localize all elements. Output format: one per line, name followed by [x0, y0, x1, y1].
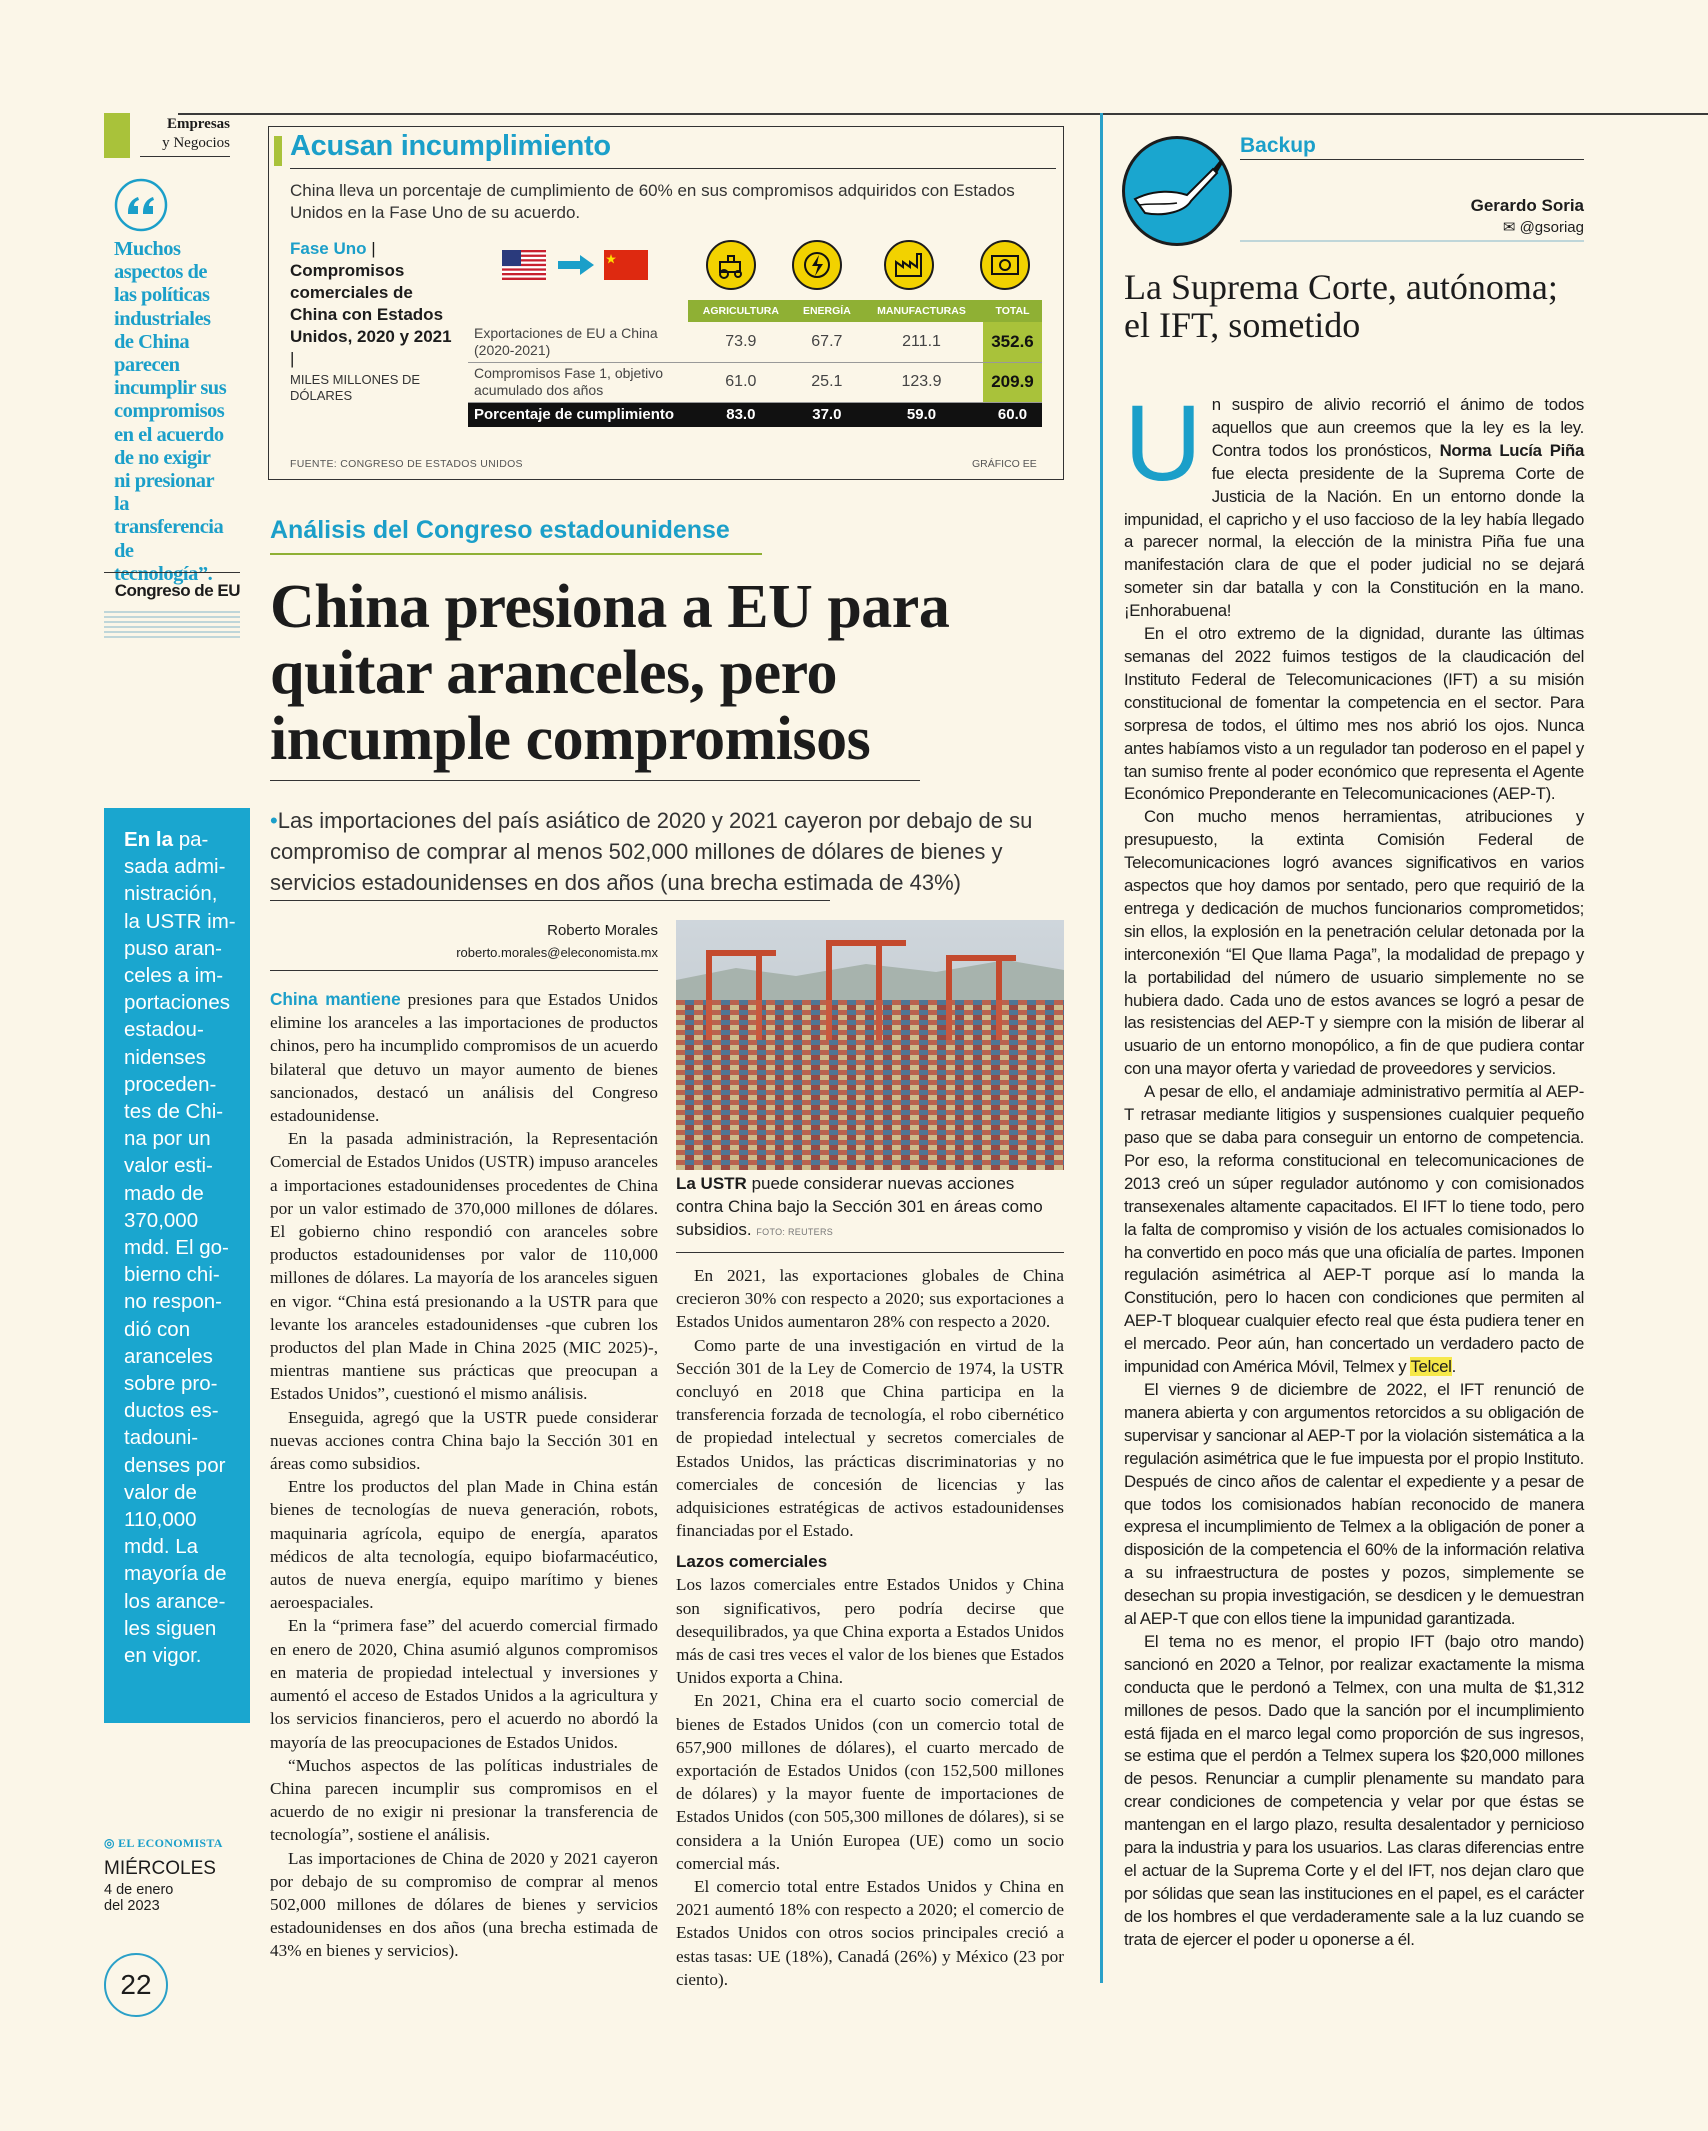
- column-headline: La Suprema Corte, autónoma; el IFT, sometido: [1124, 267, 1558, 345]
- column-twitter: ✉ @gsoriag: [1502, 219, 1584, 236]
- column-header: AGRICULTURA: [688, 300, 794, 322]
- paragraph: En la pasada administración, la Representación Comercial de Estados Unidos (USTR) impuso aranceles a importaciones estadounidenses procedentes de China por un valor estimado de 370,000 millones de dólares. El gobierno chino respondió con aranceles sobre productos estadounidenses por valor de 110,000 millones de dólares. La mayoría de los aranceles siguen en vigor. “China está presionando a la USTR para que levante los aranceles estadounidenses -que cubren los productos del plan Made in China 2025 (MIC 2025)-, mientras mantiene sus prácticas que preocupan a Estados Unidos”, cuestionó el mismo análisis.: [270, 1129, 658, 1404]
- subheading: Lazos comerciales: [676, 1552, 828, 1572]
- side-box-lead: En la: [124, 828, 173, 851]
- china-flag-icon: [604, 250, 648, 280]
- table-cell: 67.7: [794, 322, 860, 362]
- side-box-line: en vigor.: [124, 1644, 202, 1668]
- photo-caption: La USTR puede considerar nuevas acciones contra China bajo la Sección 301 en áreas como subsidios. FOTO: REUTERS: [676, 1174, 1043, 1239]
- paragraph: En 2021, China era el cuarto socio comercial de bienes de Estados Unidos (con un comercio total de 657,900 millones de dólares), el cuarto mercado de exportación de Estados Unidos (con 152,500 millones de dólares) y la mayor fuente de importaciones de Estados Unidos (con 505,300 millones de dólares), si se considera a la Unión Europea (UE) como un socio comercial más.: [676, 1691, 1064, 1873]
- side-box-line: mado de: [124, 1181, 204, 1205]
- paragraph: Los lazos comerciales entre Estados Unidos y China son significativos, pero podría decirse que desequilibrados, ya que China exporta a Estados Unidos más de casi tres veces el valor de los bienes que Estados Unidos exporta a China.: [676, 1575, 1064, 1688]
- infographic-title: Acusan incumplimiento: [290, 130, 611, 162]
- quote-icon: [114, 178, 168, 232]
- side-box-line: sada admi-: [124, 855, 226, 879]
- author-email: roberto.morales@eleconomista.mx: [456, 945, 658, 960]
- paragraph: El viernes 9 de diciembre de 2022, el IFT renunció de manera abierta y con argumentos retorcidos a su obligación de supervisar y sancionar al AEP-T por la violación sistemática a la regulación asimétrica que le fue impuesta por el propio Instituto. Después de cinco años de calentar el expediente y a pesar de que todos los comisionados habían reconocido de manera expresa el incumplimiento de Telmex a la obligación de poner a disposición de la competencia el 60% de la información relativa a su infraestructura de postes y pozos, simplemente se desechan su propia investigación, se desdicen y le demuestran al AEP-T que con ellos tiene la impunidad garantizada.: [1124, 1379, 1584, 1629]
- side-box: [104, 808, 250, 1723]
- agriculture-icon: [706, 240, 756, 290]
- section-name: Empresas: [166, 116, 230, 132]
- side-box-line: mdd. La: [124, 1535, 199, 1559]
- paragraph: Las importaciones de China de 2020 y 2021 cayeron por debajo de su compromiso de comprar al menos 502,000 millones de dólares de bienes y servicios estadounidenses en dos años (una brecha estimada de 43% en bienes y servicios).: [270, 1848, 658, 1961]
- total-icon: [980, 240, 1030, 290]
- drop-cap: U: [1124, 382, 1202, 503]
- side-box-line: denses por: [124, 1453, 226, 1477]
- article-column-1: [270, 988, 658, 1963]
- table-cell: 73.9: [688, 322, 794, 362]
- compliance-table: [468, 300, 1042, 427]
- article-lead: China mantiene: [270, 989, 401, 1009]
- highlighted-name: Norma Lucía Piña: [1439, 440, 1585, 460]
- newspaper-logo: ◎ EL ECONOMISTA: [104, 1836, 223, 1850]
- side-box-line: dió con: [124, 1317, 191, 1341]
- paragraph: China mantiene presiones para que Estados Unidos elimine los aranceles a las importaciones de productos chinos, pero ha incumplido compromisos de un acuerdo bilateral que detuvo un mayor aumento de bienes sancionados, destacó un análisis del Congreso estadounidense.: [270, 989, 658, 1126]
- headline-rule: [270, 780, 920, 781]
- side-box-line: sobre pro-: [124, 1372, 218, 1396]
- fase-title: Compromisos comerciales de China con Estados Unidos, 2020 y 2021: [290, 261, 452, 346]
- paragraph: Con mucho menos herramientas, atribuciones y presupuesto, la extinta Comisión Federal de Telecomunicaciones logró avances significativos en varios aspectos que hoy damos por sentado, pero que requirió de la entrega y dedicación de muchos funcionarios comprometidos; sin ellos, la explosión en la penetración celular detonada por la interconexión “El Que llama Paga”, la modalidad de prepago y la portabilidad del número de usuario simplemente no se hubiera dado. Cada uno de estos avances se logró a pesar de las resistencias del AEP-T y siempre con la misión de liberar al usuario de un entorno monopólico, a fin de que pudiera contar con una mayor oferta y variedad de proveedores y servicios.: [1124, 807, 1584, 1079]
- author-rule: [1240, 240, 1584, 242]
- side-box-line: bierno chi-: [124, 1263, 220, 1287]
- paragraph: “Muchos aspectos de las políticas industriales de China parecen incumplir sus compromisos en el acuerdo de no exigir ni presionar la transferencia de tecnología”, sostiene el análisis.: [270, 1755, 658, 1845]
- caption-rule: [676, 1252, 1064, 1253]
- side-box-line: puso aran-: [124, 936, 223, 960]
- subhead-rule: [270, 900, 830, 901]
- side-box-line: nistración,: [124, 882, 218, 906]
- side-box-line: no respon-: [124, 1290, 223, 1314]
- table-cell: 25.1: [794, 362, 860, 402]
- side-box-line: les siguen: [124, 1616, 217, 1640]
- table-cell: 123.9: [860, 362, 983, 402]
- pull-quote: Muchos aspectos de las políticas industriales de China parecen incumplir sus compromisos en el acuerdo de no exigir ni presionar la transferencia de tecnología”.: [114, 238, 227, 585]
- row-label: Porcentaje de cumplimiento: [468, 402, 688, 427]
- issue-day: MIÉRCOLES: [104, 1858, 216, 1879]
- column-header: MANUFACTURAS: [860, 300, 983, 322]
- kicker-rule: [270, 553, 762, 555]
- side-box-line-0: En la pa-: [124, 828, 209, 851]
- side-box-line: tadouni-: [124, 1426, 199, 1450]
- port-containers-photo: [676, 920, 1064, 1170]
- column-divider: [1100, 113, 1103, 1983]
- infographic-description: China lleva un porcentaje de cumplimiento de 60% en sus compromisos adquiridos con Estados Unidos en la Fase Uno de su acuerdo.: [290, 181, 1015, 222]
- article-kicker: Análisis del Congreso estadounidense: [270, 516, 730, 544]
- table-cell: 37.0: [794, 402, 860, 427]
- manufacturing-icon: [884, 240, 934, 290]
- table-cell-total: 352.6: [983, 322, 1042, 362]
- caption-lead: La USTR: [676, 1174, 747, 1193]
- side-box-line: ductos es-: [124, 1399, 219, 1423]
- decorative-pattern: [104, 610, 240, 638]
- table-cell: 83.0: [688, 402, 794, 427]
- table-cell: 59.0: [860, 402, 983, 427]
- column-body: [1124, 382, 1585, 1952]
- side-box-line: estadou-: [124, 1018, 204, 1042]
- highlighted-text: Telcel: [1410, 1357, 1452, 1377]
- row-label: Exportaciones de EU a China (2020-2021): [468, 322, 688, 362]
- table-cell: 211.1: [860, 322, 983, 362]
- issue-date: 4 de enero del 2023: [104, 1882, 174, 1914]
- top-rule: [178, 113, 1708, 115]
- paragraph: El tema no es menor, el propio IFT (bajo otro mando) sancionó en 2020 a Telnor, por realizar exactamente la misma conducta que le perdonó a Telmex, con una multa de $1,312 millones de pesos. Dado que la sanción por el incumplimiento está fijada en el marco legal como proporción de sus ingresos, se estima que el perdón a Telmex supera los $20,000 millones de pesos. Renunciar a cumplir plenamente su mandato para crear condiciones de competencia y velar por que éstas se mantengan en el largo plazo, resulta desalentador y pernicioso para la industria y para los usuarios. Las claras diferencias entre el actuar de la Suprema Corte y el del IFT, nos dejan claro que por sólidas que sean las instituciones en el papel, es el carácter de los hombres el que verdaderamente sale a la luz cuando se trata de ejercer el poder u oponerse a él.: [1124, 1631, 1584, 1949]
- column-header: ENERGÍA: [794, 300, 860, 322]
- infographic-subtitle: Fase Uno | Compromisos comerciales de China con Estados Unidos, 2020 y 2021 | MILES MILLONES DE DÓLARES: [290, 238, 460, 404]
- side-box-line: mayoría de: [124, 1562, 227, 1586]
- side-box-line: na por un: [124, 1127, 211, 1151]
- paragraph: Un suspiro de alivio recorrió el ánimo de todos aquellos que aun creemos que la ley es la ley. Contra todos los pronósticos, Norma Lucía Piña fue electa presidente de la Suprema Corte de Justicia de la Nación. En un entorno donde la impunidad, el capricho y el uso faccioso de la ley había llegado a parecer normal, la elección de la ministra Piña fue una manifestación clara de que el poder judicial no se dejará someter sin dar batalla y con la Constitución en la mano. ¡Enhorabuena!: [1124, 382, 1585, 621]
- paragraph: Entre los productos del plan Made in China están bienes de tecnologías de nueva generación, robots, maquinaria agrícola, equipo de energía, aparatos médicos de alta tecnología, equipo biofarmacéutico, autos de nueva energía, equipo marítimo y bienes aeroespaciales.: [270, 1477, 658, 1613]
- photo-credit: FOTO: REUTERS: [756, 1227, 834, 1237]
- paragraph: En la “primera fase” del acuerdo comercial firmado en enero de 2020, China asumió algunos compromisos en materia de propiedad intelectual y inversiones y aumentó el acceso de Estados Unidos a la agricultura y los servicios financieros, pero el acuerdo no abordó la mayoría de las preocupaciones de Estados Unidos.: [270, 1616, 658, 1752]
- side-box-line: la USTR im-: [124, 909, 236, 933]
- pull-quote-source: Congreso de EU: [104, 572, 240, 601]
- table-row: [468, 322, 1042, 362]
- section-tab: [104, 113, 130, 158]
- infographic-credit: GRÁFICO EE: [972, 458, 1037, 470]
- column-section-rule: [1240, 159, 1584, 160]
- column-section-title: Backup: [1240, 134, 1316, 157]
- table-corner: [468, 300, 688, 322]
- paragraph: En el otro extremo de la dignidad, durante las últimas semanas del 2022 fuimos testigos de la claudicación del Instituto Federal de Telecomunicaciones (IFT) a su misión constitucional de fomentar la competencia en el sector. Para sorpresa de todos, el último mes nos abrió los ojos. Nunca antes habíamos visto a un regulador tan poderoso en el papel y tan sumiso frente al poder económico que representa el Agente Económico Preponderante en Telecomunicaciones (AEP-T).: [1124, 624, 1584, 804]
- paragraph: A pesar de ello, el andamiaje administrativo permitía al AEP-T retrasar mediante litigios y suspensiones cualquier pequeño paso que se daba para conseguir un entorno de competencia. Por eso, la reforma constitucional en telecomunicaciones de 2013 creó un súper regulador autónomo y con comisionados transexenales altamente capacitados. El IFT lo tiene todo, pero la falta de compromiso y visión de los actuales comisionados lo ha convertido en poco más que una oficialía de partes. Imponen regulación asimétrica al AEP-T porque así lo manda la Constitución, pero lo hacen con condiciones que permiten al AEP-T bloquear cualquier efecto real que ésta pudiera tener en el mercado. Peor aún, han concertado un verdadero pacto de impunidad con América Móvil, Telmex y Telcel.: [1124, 1082, 1584, 1377]
- side-box-line: nidenses: [124, 1045, 207, 1069]
- column-author: Gerardo Soria: [1470, 196, 1584, 215]
- page-number: 22: [104, 1953, 168, 2017]
- table-cell-total: 209.9: [983, 362, 1042, 402]
- side-box-line: celes a im-: [124, 964, 224, 988]
- article-column-2: [676, 1264, 1064, 1991]
- envelope-icon: ✉: [1502, 219, 1516, 236]
- side-box-line: portaciones: [124, 991, 230, 1015]
- column-logo-pen-icon: [1122, 136, 1232, 246]
- side-box-line: 370,000: [124, 1208, 199, 1232]
- side-box-line: 110,000: [124, 1508, 197, 1532]
- paragraph: El comercio total entre Estados Unidos y China en 2021 aumentó 18% con respecto a 2020; el comercio de Estados Unidos con otros socios principales creció a estas tasas: UE (18%), Canadá (26%) y México (23 por ciento).: [676, 1877, 1064, 1989]
- paragraph: Enseguida, agregó que la USTR puede considerar nuevas acciones contra China bajo la Sección 301 en áreas como subsidios.: [270, 1407, 658, 1474]
- article-subhead: •Las importaciones del país asiático de 2020 y 2021 cayeron por debajo de su compromiso de comprar al menos 502,000 millones de dólares de bienes y servicios estadounidenses en dos años (una brecha estimada de 43%): [270, 808, 1033, 895]
- table-row: [468, 362, 1042, 402]
- infographic-title-rule: [290, 168, 1056, 169]
- side-box-line: mdd. El go-: [124, 1236, 229, 1260]
- side-box-line: proceden-: [124, 1072, 217, 1096]
- section-subname: y Negocios: [140, 135, 230, 157]
- article-author: Roberto Morales: [547, 922, 658, 939]
- table-cell-total: 60.0: [983, 402, 1042, 427]
- infographic-source: FUENTE: CONGRESO DE ESTADOS UNIDOS: [290, 458, 523, 470]
- arrow-right-icon: [556, 254, 596, 276]
- row-label: Compromisos Fase 1, objetivo acumulado dos años: [468, 362, 688, 402]
- article-headline: China presiona a EU para quitar aranceles, pero incumple compromisos: [270, 573, 950, 773]
- bullet-icon: •: [270, 808, 278, 833]
- table-cell: 61.0: [688, 362, 794, 402]
- us-flag-icon: [502, 250, 546, 280]
- column-header: TOTAL: [983, 300, 1042, 322]
- fase-label: Fase Uno: [290, 239, 367, 258]
- author-rule: [270, 970, 658, 971]
- side-box-line: aranceles: [124, 1344, 213, 1368]
- side-box-line: tes de Chi-: [124, 1100, 224, 1124]
- side-box-line: valor de: [124, 1480, 197, 1504]
- energy-icon: [792, 240, 842, 290]
- paragraph: En 2021, las exportaciones globales de China crecieron 30% con respecto a 2020; sus exportaciones a Estados Unidos aumentaron 28% con respecto a 2020.: [676, 1266, 1064, 1332]
- paragraph: Como parte de una investigación en virtud de la Sección 301 de la Ley de Comercio de 1974, la USTR concluyó en 2018 que China participa en la transferencia forzada de tecnología, el robo cibernético de propiedad intelectual y secretos comerciales de Estados Unidos, las prácticas discriminatorias y no comerciales de concesión de licencias y las adquisiciones estratégicas de activos estadounidenses financiadas por el Estado.: [676, 1335, 1064, 1541]
- side-box-line: valor esti-: [124, 1154, 213, 1178]
- table-row-summary: [468, 402, 1042, 427]
- units-label: MILES MILLONES DE DÓLARES: [290, 372, 421, 403]
- infographic-accent-bar: [274, 136, 282, 166]
- side-box-line: los arance-: [124, 1589, 226, 1613]
